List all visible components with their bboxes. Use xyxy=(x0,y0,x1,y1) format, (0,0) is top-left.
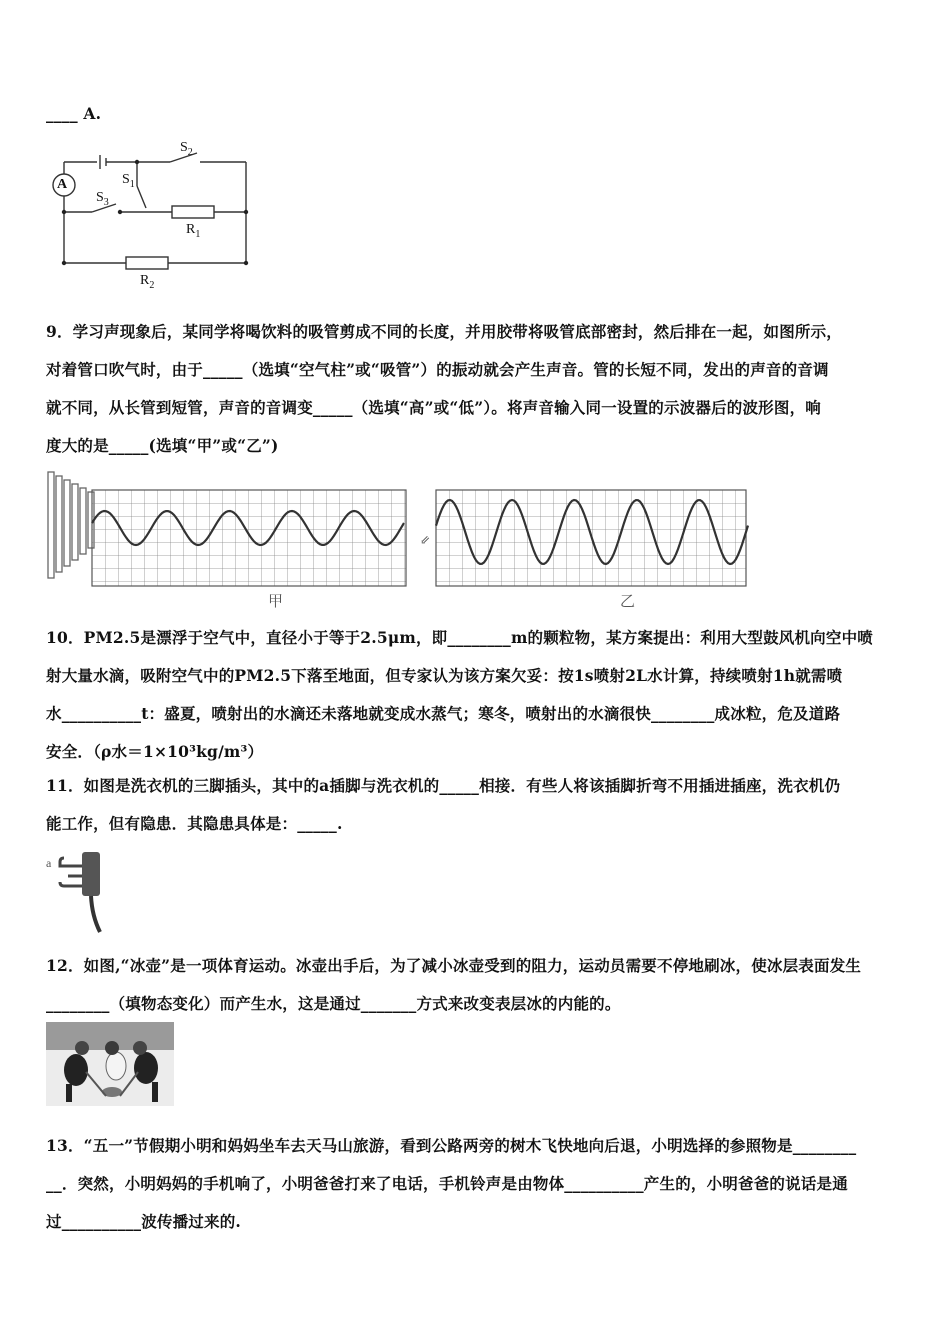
q11-line-1: 11．如图是洗衣机的三脚插头，其中的a插脚与洗衣机的_____相接．有些人将该插脚折弯不用插进插座，洗衣机仍 xyxy=(46,776,841,795)
curling-photo xyxy=(46,1022,174,1106)
q9-line-1: 9．学习声现象后，某同学将喝饮料的吸管剪成不同的长度，并用胶带将吸管底部密封，然后排在一起，如图所示， xyxy=(46,322,842,341)
q11-line-2: 能工作，但有隐患．其隐患具体是：_____. xyxy=(46,814,343,833)
r2-label: $R_2$ xyxy=(140,273,155,291)
q13-line-3: 过__________波传播过来的. xyxy=(46,1212,241,1231)
q12-line-2: ________（填物态变化）而产生水，这是通过_______方式来改变表层冰的内能的。 xyxy=(46,994,621,1013)
q9-line-3: 就不同，从长管到短管，声音的音调变_____（选填“高”或“低”）。将声音输入同一设置的示波器后的波形图，响 xyxy=(46,398,821,417)
q9-line-4: 度大的是_____(选填“甲”或“乙”) xyxy=(46,436,279,455)
q8-answer-tail: ____ A. xyxy=(46,104,102,123)
q13-line-1: 13．“五一”节假期小明和妈妈坐车去天马山旅游，看到公路两旁的树木飞快地向后退，小明选择的参照物是________ xyxy=(46,1136,857,1155)
oscilloscope-jia xyxy=(92,490,408,588)
three-pin-plug xyxy=(56,846,116,934)
oscilloscope-yi xyxy=(436,490,752,588)
q10-line-4: 安全．（ρ水＝1×10³kg/m³） xyxy=(46,742,264,761)
caption-yi: 乙 xyxy=(620,592,636,610)
caption-jia: 甲 xyxy=(268,592,284,610)
r1-label: $R_1$ xyxy=(186,222,201,240)
q9-line-2: 对着管口吹气时，由于_____（选填“空气柱”或“吸管”）的振动就会产生声音。管的长短不同，发出的声音的音调 xyxy=(46,360,829,379)
circuit-diagram xyxy=(40,138,270,298)
ammeter-label: A xyxy=(57,177,68,192)
separator-mark: ⇙ xyxy=(420,533,431,547)
q13-line-2: __．突然，小明妈妈的手机响了，小明爸爸打来了电话，手机铃声是由物体__________产生的，小明爸爸的说话是通 xyxy=(46,1174,848,1193)
q10-line-1: 10．PM2.5是漂浮于空气中，直径小于等于2.5μm，即________m的颗粒物，某方案提出：利用大型鼓风机向空中喷 xyxy=(46,628,873,647)
q10-line-2: 射大量水滴，吸附空气中的PM2.5下落至地面，但专家认为该方案欠妥：按1s喷射2L水计算，持续喷射1h就需喷 xyxy=(46,666,843,685)
q12-line-1: 12．如图,“冰壶”是一项体育运动。冰壶出手后，为了减小冰壶受到的阻力，运动员需要不停地刷冰，使冰层表面发生 xyxy=(46,956,862,975)
plug-label-a: a xyxy=(46,856,52,870)
s2-label: $S_2$ xyxy=(180,140,193,158)
s3-label: $S_3$ xyxy=(96,190,109,208)
straws-figure xyxy=(46,468,96,580)
s1-label: $S_1$ xyxy=(122,172,135,190)
q10-line-3: 水__________t：盛夏，喷射出的水滴还未落地就变成水蒸气；寒冬，喷射出的水滴很快________成冰粒，危及道路 xyxy=(46,704,841,723)
